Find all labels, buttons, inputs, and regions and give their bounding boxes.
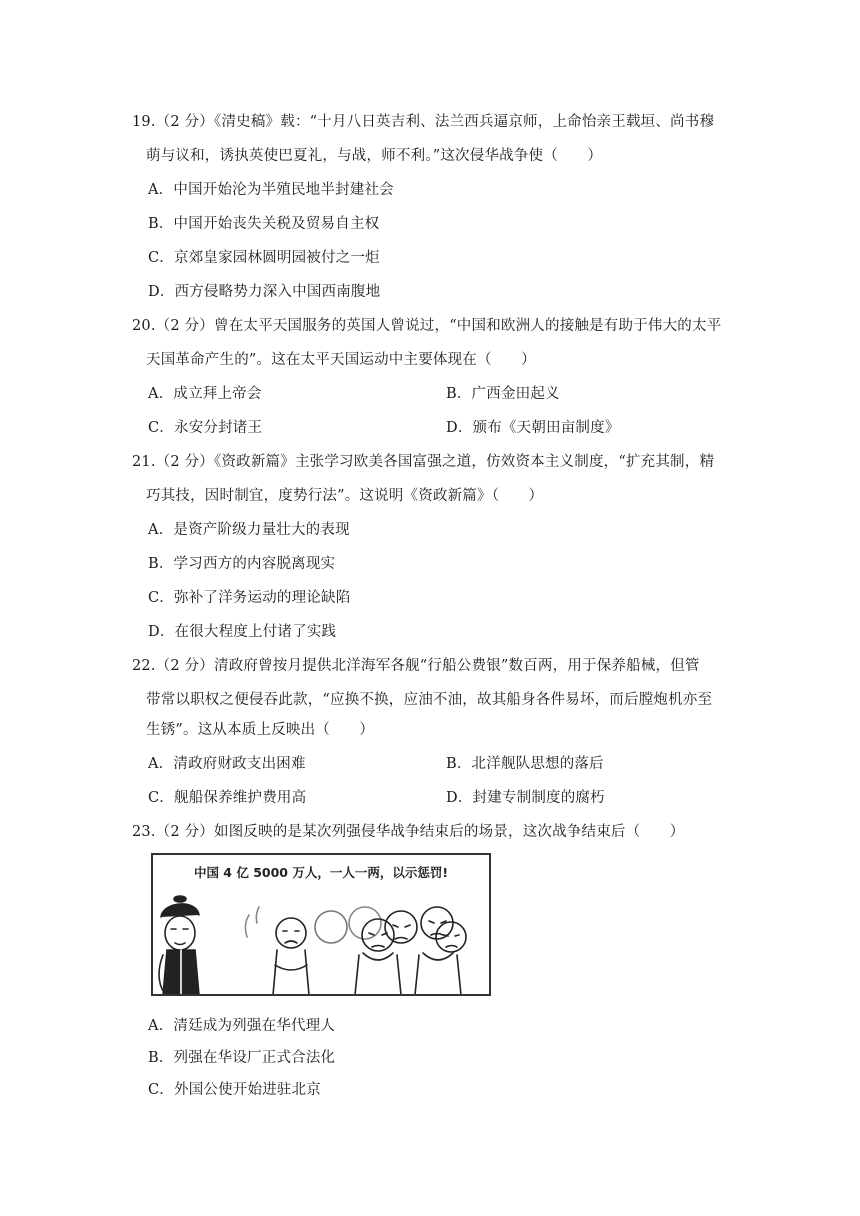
q22-option-d: D．封建专制制度的腐朽 (446, 790, 605, 806)
q19-option-b: B．中国开始丧失关税及贸易自主权 (148, 216, 380, 232)
q20-option-b: B．广西金田起义 (446, 386, 560, 402)
q21-option-d: D．在很大程度上付诸了实践 (148, 624, 337, 640)
q22-stem-line-3: 生锈”。这从本质上反映出（ ） (146, 722, 375, 738)
q22-option-b: B．北洋舰队思想的落后 (446, 756, 604, 772)
q22-stem-line-2: 带常以职权之便侵吞此款，“应换不换，应油不油，故其船身各件易坏，而后膛炮机亦至 (146, 692, 713, 708)
q19-option-a: A．中国开始沦为半殖民地半封建社会 (148, 182, 394, 198)
cartoon-caption: 中国 4 亿 5000 万人，一人一两，以示惩罚! (193, 865, 449, 880)
q23-option-b: B．列强在华设厂正式合法化 (148, 1050, 336, 1066)
q22-option-c: C．舰船保养维护费用高 (148, 790, 307, 806)
q23-cartoon-figure (151, 853, 491, 996)
q22-option-a: A．清政府财政支出困难 (148, 756, 306, 772)
q21-option-c: C．弥补了洋务运动的理论缺陷 (148, 590, 351, 606)
q21-stem-line-2: 巧其技，因时制宜，度势行法”。这说明《资政新篇》（ ） (146, 488, 544, 504)
q23-option-a: A．清廷成为列强在华代理人 (148, 1018, 336, 1034)
q20-option-d: D．颁布《天朝田亩制度》 (446, 420, 620, 436)
q23-option-c: C．外国公使开始进驻北京 (148, 1082, 321, 1098)
crowd-figures (245, 907, 466, 995)
q21-option-b: B．学习西方的内容脱离现实 (148, 556, 336, 572)
q19-stem-line-2: 萌与议和，诱执英使巴夏礼，与战，师不利。”这次侵华战争使（ ） (146, 148, 603, 164)
q19-stem-line-1: 19.（2 分）《清史稿》载：“十月八日英吉利、法兰西兵逼京师，上命怡亲王载垣、尚书穆 (132, 114, 715, 130)
q23-stem-line-1: 23.（2 分）如图反映的是某次列强侵华战争结束后的场景，这次战争结束后（ ） (132, 824, 685, 840)
q20-option-c: C．永安分封诸王 (148, 420, 263, 436)
qing-official-figure (159, 896, 199, 995)
q20-stem-line-1: 20.（2 分）曾在太平天国服务的英国人曾说过，“中国和欧洲人的接触是有助于伟大的太平 (132, 318, 722, 334)
q21-option-a: A．是资产阶级力量壮大的表现 (148, 522, 350, 538)
q20-option-a: A．成立拜上帝会 (148, 386, 262, 402)
q21-stem-line-1: 21.（2 分）《资政新篇》主张学习欧美各国富强之道，仿效资本主义制度，“扩充其制，精 (132, 454, 715, 470)
cartoon-drawing (153, 855, 491, 996)
q19-option-d: D．西方侵略势力深入中国西南腹地 (148, 284, 381, 300)
q19-option-c: C．京郊皇家园林圆明园被付之一炬 (148, 250, 380, 266)
q20-stem-line-2: 天国革命产生的”。这在太平天国运动中主要体现在（ ） (146, 352, 536, 368)
q22-stem-line-1: 22.（2 分）清政府曾按月提供北洋海军各舰“行船公费银”数百两，用于保养船械，但管 (132, 658, 700, 674)
